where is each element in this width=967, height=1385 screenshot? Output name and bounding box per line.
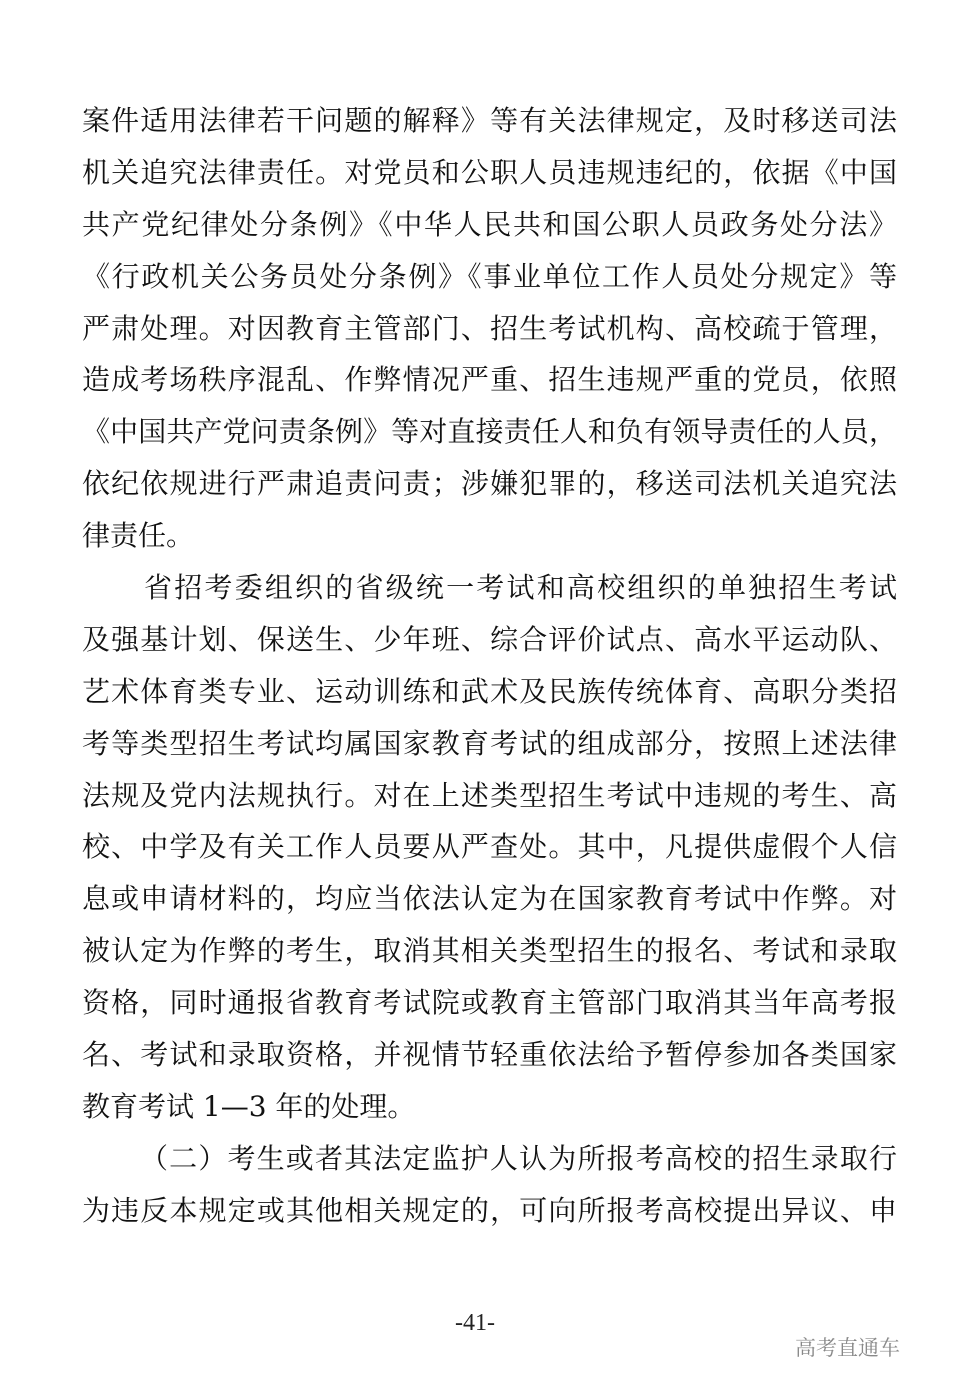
text-line: 息或申请材料的，均应当依法认定为在国家教育考试中作弊。对 xyxy=(82,882,897,916)
text-line: 资格，同时通报省教育考试院或教育主管部门取消其当年高考报 xyxy=(82,986,897,1020)
text-line: 《行政机关公务员处分条例》《事业单位工作人员处分规定》等 xyxy=(82,259,897,293)
text-line: 依纪依规进行严肃追责问责；涉嫌犯罪的，移送司法机关追究法 xyxy=(82,467,897,501)
text-line: 案件适用法律若干问题的解释》等有关法律规定，及时移送司法 xyxy=(82,104,897,137)
document-body xyxy=(82,95,897,1237)
text-line: 造成考场秩序混乱、作弊情况严重、招生违规严重的党员，依照 xyxy=(82,363,897,397)
text-line: 被认定为作弊的考生，取消其相关类型招生的报名、考试和录取 xyxy=(82,934,897,968)
text-line: 名、考试和录取资格，并视情节轻重依法给予暂停参加各类国家 xyxy=(82,1038,897,1072)
paragraph-start-line: 省招考委组织的省级统一考试和高校组织的单独招生考试 xyxy=(144,571,897,605)
text-line: 及强基计划、保送生、少年班、综合评价试点、高水平运动队、 xyxy=(82,622,897,656)
text-line: 为违反本规定或其他相关规定的，可向所报考高校提出异议、申 xyxy=(82,1193,897,1227)
text-line: 法规及党内法规执行。对在上述类型招生考试中违规的考生、高 xyxy=(82,778,897,812)
text-line: 教育考试 1—3 年的处理。 xyxy=(82,1089,416,1123)
text-line: 机关追究法律责任。对党员和公职人员违规违纪的，依据《中国 xyxy=(82,155,897,189)
text-line: 严肃处理。对因教育主管部门、招生考试机构、高校疏于管理， xyxy=(82,311,897,345)
paragraph-start-line: （二）考生或者其法定监护人认为所报考高校的招生录取行 xyxy=(140,1141,897,1175)
watermark: 高考直通车 xyxy=(795,1336,900,1360)
text-line: 校、中学及有关工作人员要从严查处。其中，凡提供虚假个人信 xyxy=(82,830,897,864)
text-line: 考等类型招生考试均属国家教育考试的组成部分，按照上述法律 xyxy=(82,726,897,760)
text-line: 艺术体育类专业、运动训练和武术及民族传统体育、高职分类招 xyxy=(82,674,897,708)
text-line: 律责任。 xyxy=(82,519,195,553)
text-line: 共产党纪律处分条例》《中华人民共和国公职人员政务处分法》 xyxy=(82,207,897,241)
text-line: 《中国共产党问责条例》等对直接责任人和负有领导责任的人员， xyxy=(82,415,897,449)
page-number: -41- xyxy=(455,1310,495,1336)
